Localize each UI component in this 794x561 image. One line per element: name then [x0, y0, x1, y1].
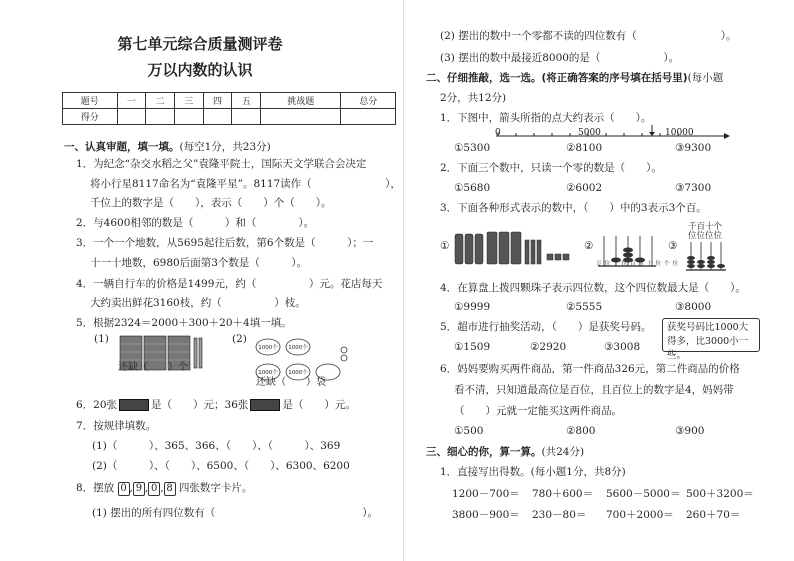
- question-8-text-a: 8．摆放: [76, 482, 115, 494]
- bag-label: 1000个: [258, 370, 278, 376]
- tick-label: 10000: [665, 128, 694, 138]
- score-cell[interactable]: [341, 109, 396, 125]
- banknote-100-icon: [119, 399, 149, 411]
- calc-item: 230－80＝: [532, 509, 587, 521]
- number-line: [494, 122, 730, 142]
- choice-3: 3．下面各种形式表示的数中，（ ）中的3表示3个百。: [440, 202, 707, 214]
- banknote-100-icon: [250, 399, 280, 411]
- place-label: 个位: [664, 261, 682, 267]
- question-4-line-2: 大约卖出鲜花3160枝，约（ ）枝。: [90, 297, 306, 309]
- choice-5-option-1[interactable]: ①1509: [454, 341, 491, 353]
- question-3-line-2: 十一十地数，6980后面第3个数是（ ）。: [90, 257, 308, 269]
- section-title: 二、仔细推敲，选一选。(将正确答案的序号填在括号里): [426, 72, 688, 84]
- section-3-heading: [426, 445, 584, 459]
- score-header: 四: [203, 93, 232, 109]
- section-title: 三、细心的你，算一算。: [426, 446, 542, 458]
- question-7: 7．按规律填数。: [76, 420, 157, 432]
- section-2-heading: [426, 71, 723, 85]
- calc-item: 700＋2000＝: [606, 509, 674, 521]
- question-7-part-2: (2)（ ）、（ ）、6500、（ ）、6300、6200: [92, 460, 350, 472]
- choice-2-option-3[interactable]: ③7300: [675, 182, 712, 194]
- question-3-line-1: 3．一个一个地数，从5695起往后数，第6个数是（ ）；一: [76, 237, 374, 249]
- question-5-part-2-answer: 还缺（ ）袋: [256, 377, 326, 388]
- question-6-text-c: 是（ ）元。: [282, 399, 356, 411]
- choice-4: 4．在算盘上拨四颗珠子表示四位数，这个四位数最大是（ ）。: [440, 282, 746, 294]
- question-7-part-1: (1)（ ）、365、366、（ ）、（ ）、369: [92, 440, 341, 452]
- page-subtitle: 万以内数的认识: [147, 61, 253, 79]
- question-6-text-a: 6．20张: [76, 399, 118, 411]
- tick-label: 5000: [578, 128, 601, 138]
- bag-label: 1000个: [258, 345, 278, 351]
- bag-label: 1000个: [288, 370, 308, 376]
- choice-6-line-1: 6．妈妈要购买两件商品，第一件商品326元，第二件商品的价格: [440, 363, 740, 375]
- choice-3-option-3-label[interactable]: ③: [668, 240, 678, 252]
- score-cell[interactable]: [117, 109, 146, 125]
- score-header: 二: [146, 93, 175, 109]
- score-row: [63, 109, 396, 125]
- choice-4-option-1[interactable]: ①9999: [454, 301, 491, 313]
- choice-3-option-2-label[interactable]: ②: [584, 240, 594, 252]
- score-header: 总分: [341, 93, 396, 109]
- question-2: 2．与4600相邻的数是（ ）和（ ）。: [76, 217, 315, 229]
- score-header: 三: [174, 93, 203, 109]
- question-8: 8．摆放 0 , 9 , 0 , 8 四张数字卡片。: [76, 482, 253, 494]
- choice-6-option-2[interactable]: ②800: [566, 425, 596, 437]
- section-1-heading: [64, 140, 271, 154]
- score-header: 挑战题: [261, 93, 341, 109]
- choice-6-option-1[interactable]: ①500: [454, 425, 484, 437]
- choice-3-option-1-label[interactable]: ①: [440, 240, 450, 252]
- block-model-picture: [453, 226, 575, 270]
- question-1-line-3: 千位上的数字是（ ），表示（ ）个（ ）。: [90, 197, 332, 209]
- page-title: 第七单元综合质量测评卷: [117, 35, 283, 53]
- calc-item: 5600－5000＝: [606, 488, 681, 500]
- question-8-part-1: (1) 摆出的所有四位数有（ ）。: [92, 507, 378, 519]
- digit-card: 0: [118, 482, 130, 496]
- calc-item: 780＋600＝: [532, 488, 594, 500]
- counting-frame-header-1: 千百十个: [688, 222, 723, 232]
- column-divider: [403, 0, 404, 561]
- question-1-line-1: 1．为纪念“杂交水稻之父”袁隆平院士，国际天文学联合会决定: [76, 158, 367, 170]
- choice-6-line-3: （ ）元就一定能买这两件商品。: [454, 405, 622, 417]
- score-header: 一: [117, 93, 146, 109]
- calc-item: 500＋3200＝: [686, 488, 754, 500]
- choice-2: 2．下面三个数中，只读一个零的数是（ ）。: [440, 162, 662, 174]
- choice-6-line-2: 看不清，只知道最高位是百位，且百位上的数字是4，妈妈带: [454, 384, 734, 396]
- question-8-part-2: (2) 摆出的数中一个零都不读的四位数有（ ）。: [440, 30, 737, 42]
- section-note: (每小题: [687, 72, 724, 84]
- score-cell[interactable]: [174, 109, 203, 125]
- section-title: 一、认真审题，填一填。: [64, 141, 180, 153]
- place-label: 百位: [630, 261, 648, 267]
- place-label: 十位: [647, 261, 665, 267]
- choice-5-option-3[interactable]: ③3008: [604, 341, 641, 353]
- calc-item: 1200－700＝: [452, 488, 520, 500]
- choice-6-option-3[interactable]: ③900: [675, 425, 705, 437]
- bag-label: 1000个: [288, 345, 308, 351]
- score-cell[interactable]: [261, 109, 341, 125]
- digit-card: 9: [133, 482, 145, 496]
- question-6-text-b: 是（ ）元；36张: [151, 399, 249, 411]
- question-5-part-1-answer: 还缺（ ）个: [118, 362, 188, 373]
- score-header: 五: [232, 93, 261, 109]
- choice-2-option-2[interactable]: ②6002: [566, 182, 603, 194]
- question-1-line-2: 将小行星8117命名为“袁隆平星”。8117读作（ ），: [90, 178, 401, 190]
- score-header-row: [63, 93, 396, 109]
- choice-4-option-2[interactable]: ②5555: [566, 301, 603, 313]
- score-row-label: 得分: [63, 109, 118, 125]
- score-table: [62, 92, 396, 125]
- place-label: 万位: [596, 261, 614, 267]
- section-note: (每空1分，共23分): [179, 141, 271, 153]
- score-header: 题号: [63, 93, 118, 109]
- place-label: 千位: [613, 261, 631, 267]
- choice-2-option-1[interactable]: ①5680: [454, 182, 491, 194]
- choice-1-option-2[interactable]: ②8100: [566, 142, 603, 154]
- choice-5-option-2[interactable]: ②2920: [530, 341, 567, 353]
- score-cell[interactable]: [232, 109, 261, 125]
- counting-frame-header-2: 位位位位: [688, 231, 723, 241]
- score-cell[interactable]: [146, 109, 175, 125]
- question-6: [76, 398, 356, 412]
- choice-1-option-1[interactable]: ①5300: [454, 142, 491, 154]
- calc-item: 3800－900＝: [452, 509, 520, 521]
- question-4-line-1: 4．一辆自行车的价格是1499元，约（ ）元。花店每天: [76, 278, 383, 290]
- question-8-text-b: 四张数字卡片。: [178, 482, 253, 494]
- question-5-part-2-label: (2): [232, 333, 247, 345]
- choice-1: 1．下图中，箭头所指的点大约表示（ ）。: [440, 112, 652, 124]
- place-value-labels: [596, 261, 681, 267]
- digit-card: 0: [148, 482, 160, 496]
- tick-label: 0: [495, 128, 501, 138]
- question-5-part-1-label: (1): [94, 333, 109, 345]
- section-note: (共24分): [541, 446, 585, 458]
- choice-1-option-3[interactable]: ③9300: [675, 142, 712, 154]
- section-2-note: 2分，共12分): [440, 92, 507, 104]
- hint-note: 获奖号码比1000大得多，比3000小一些。: [662, 318, 760, 352]
- question-5: 5．根据2324＝2000＋300＋20＋4填一填。: [76, 317, 292, 329]
- calc-instructions: 1．直接写出得数。(每小题1分，共8分): [440, 466, 626, 478]
- question-8-part-3: (3) 摆出的数中最接近8000的是（ ）。: [440, 52, 680, 64]
- score-cell[interactable]: [203, 109, 232, 125]
- choice-5: 5．超市进行抽奖活动，（ ）是获奖号码。: [440, 321, 652, 333]
- calc-item: 260＋70＝: [686, 509, 741, 521]
- counting-frame-picture: [686, 242, 726, 272]
- choice-4-option-3[interactable]: ③8000: [675, 301, 712, 313]
- digit-card: 8: [164, 482, 176, 496]
